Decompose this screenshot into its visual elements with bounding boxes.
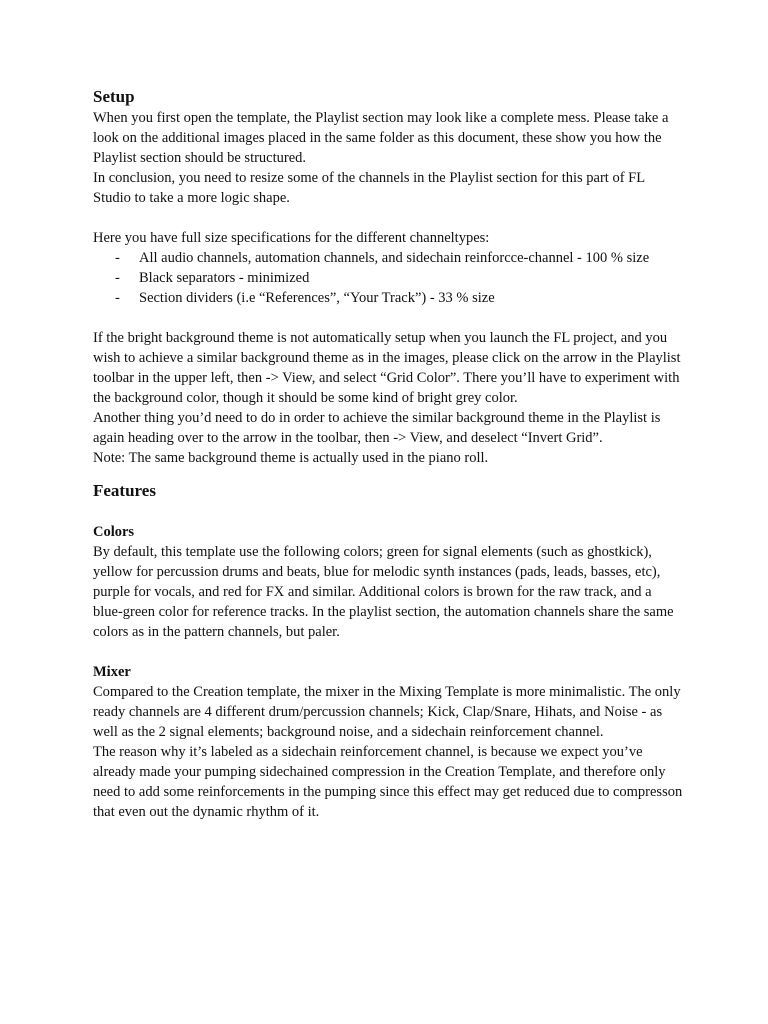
setup-paragraph-5: Another thing you’d need to do in order to achieve the similar background theme in the Playlist is again heading over to the arrow in the toolbar, then -> View, and deselect “Invert Grid”. — [93, 410, 661, 446]
document-page — [93, 86, 683, 822]
mixer-paragraph-1: Compared to the Creation template, the mixer in the Mixing Template is more minimalistic. The only ready channels are 4 different drum/percussion channels; Kick, Clap/Snare, Hihats, and Noise - as well as the 2 signal elements; background noise, and a sidechain reinforcement channel. — [93, 684, 681, 740]
setup-heading: Setup — [93, 87, 135, 106]
setup-paragraph-1: When you first open the template, the Playlist section may look like a complete mess. Please take a look on the additional images placed in the same folder as this document, these show you how the Playlist section should be structured. — [93, 110, 669, 166]
features-heading: Features — [93, 481, 156, 500]
mixer-paragraph-2: The reason why it’s labeled as a sidechain reinforcement channel, is because we expect you’ve already made your pumping sidechained compression in the Creation Template, and therefore only need to add some reinforcements in the pumping since this effect may get reduced due to compresson that even out the dynamic rhythm of it. — [93, 744, 683, 820]
size-spec-list — [93, 248, 683, 308]
list-item-text: Section dividers (i.e “References”, “Your Track”) - 33 % size — [139, 290, 495, 306]
list-item — [93, 248, 683, 268]
setup-paragraph-6: Note: The same background theme is actually used in the piano roll. — [93, 450, 489, 466]
setup-paragraph-3: Here you have full size specifications for the different channeltypes: — [93, 230, 490, 246]
mixer-heading: Mixer — [93, 664, 131, 680]
dash-bullet: - — [115, 250, 120, 266]
list-item — [93, 288, 683, 308]
list-item — [93, 268, 683, 288]
colors-heading: Colors — [93, 524, 135, 540]
setup-paragraph-2: In conclusion, you need to resize some of the channels in the Playlist section for this part of FL Studio to take a more logic shape. — [93, 170, 645, 206]
colors-paragraph: By default, this template use the following colors; green for signal elements (such as ghostkick), yellow for percussion drums and beats, blue for melodic synth instances (pads, leads, basses, etc), purple for vocals, and red for FX and similar. Additional colors is brown for the raw track, and a blue-green color for reference tracks. In the playlist section, the automation channels share the same colors as in the pattern channels, but paler. — [93, 544, 674, 640]
dash-bullet: - — [115, 290, 120, 306]
dash-bullet: - — [115, 270, 120, 286]
setup-paragraph-4: If the bright background theme is not automatically setup when you launch the FL project, and you wish to achieve a similar background theme as in the images, please click on the arrow in the Playlist toolbar in the upper left, then -> View, and select “Grid Color”. There you’ll have to experiment with the background color, though it should be some kind of bright grey color. — [93, 330, 681, 406]
list-item-text: Black separators - minimized — [139, 270, 310, 286]
list-item-text: All audio channels, automation channels, and sidechain reinforcce-channel - 100 % size — [139, 250, 650, 266]
